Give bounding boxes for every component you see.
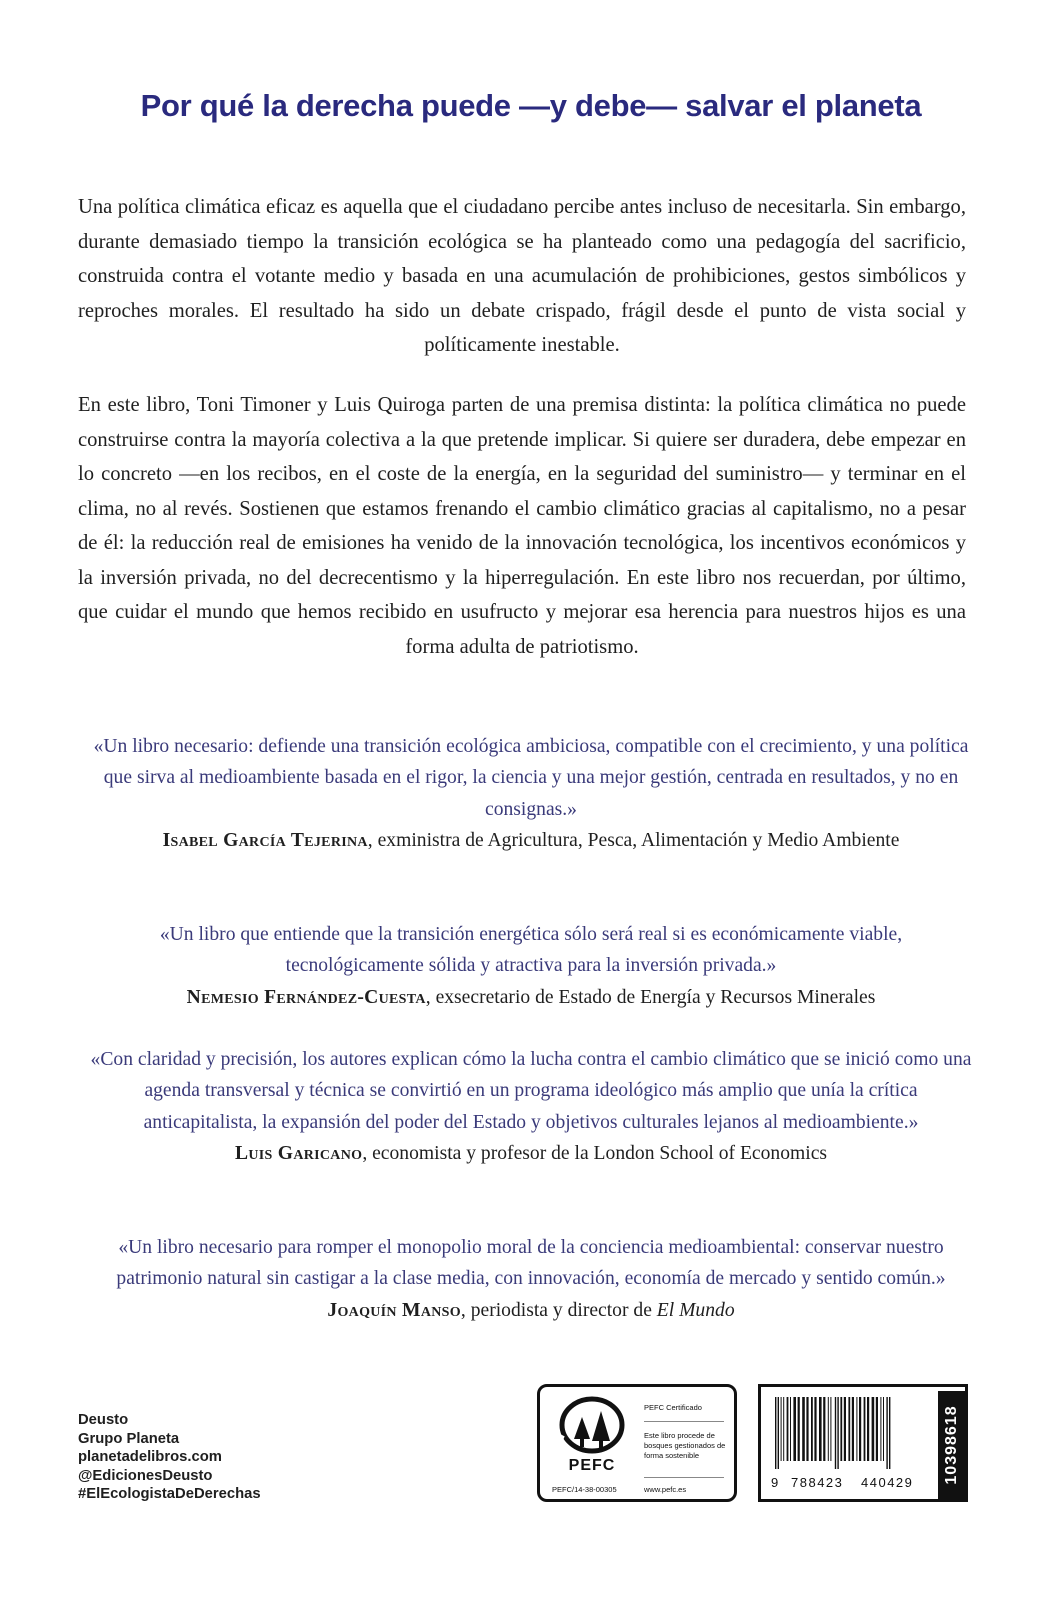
barcode-bar	[856, 1397, 857, 1461]
blurb-author: Isabel García Tejerina	[162, 829, 368, 851]
blurb-author-role: , exsecretario de Estado de Energía y Recursos Minerales	[425, 986, 876, 1008]
barcode-bar	[840, 1397, 842, 1461]
barcode-bar	[783, 1397, 784, 1461]
blurb-quote: «Un libro necesario para romper el monopolio moral de la conciencia medioambiental: conservar nuestro patrimonio natural sin castigar a la clase media, con innovación, economía de mercado y sentido común.»	[116, 1237, 946, 1290]
blurb-author-role: , exministra de Agricultura, Pesca, Alimentación y Medio Ambiente	[367, 829, 900, 851]
pefc-divider	[644, 1421, 724, 1422]
barcode-bar	[848, 1397, 850, 1461]
barcode-bar	[837, 1397, 838, 1469]
barcode-bar	[867, 1397, 869, 1461]
blurb-author: Luis Garicano	[234, 1142, 363, 1164]
barcode-bar	[889, 1397, 890, 1469]
blurb-quote: «Un libro que entiende que la transición energética sólo será real si es económicamente viable, tecnológicamente sólida y atractiva para la inversión privada.»	[159, 924, 903, 977]
synopsis-paragraph-2: En este libro, Toni Timoner y Luis Quiroga parten de una premisa distinta: la política climática no puede construirse contra la mayoría colectiva a la que pretende implicar. Si quiere ser duradera, debe empezar en lo concreto —en los recibos, en el coste de la energía, en la seguridad del suministro— y terminar en el clima, no al revés. Sostienen que estamos frenando el cambio climático gracias al capitalismo, no a pesar de él: la reducción real de emisiones ha venido de la innovación tecnológica, los incentivos económicos y la inversión privada, no del decrecentismo y la hiperregulación. En este libro nos recuerdan, por último, que cuidar el mundo que hemos recibido en usufructo y mejorar esa herencia para nuestros hijos es una forma adulta de patriotismo.	[78, 394, 966, 658]
barcode-bar	[778, 1397, 779, 1469]
pefc-certification-label	[537, 1384, 737, 1502]
pefc-website: www.pefc.es	[644, 1485, 687, 1494]
barcode-bar	[811, 1397, 813, 1461]
blurb-attribution	[90, 982, 972, 1013]
barcode-bar	[883, 1397, 884, 1461]
barcode-bar	[844, 1397, 846, 1461]
blurb-quote: «Un libro necesario: defiende una transición ecológica ambiciosa, compatible con el crecimiento, y una política que sirva al medioambiente basada en el rigor, la ciencia y una mejor gestión, centrada en resultados, y no en consignas.»	[93, 736, 969, 820]
barcode-bar	[886, 1397, 887, 1469]
blurb-quote: «Con claridad y precisión, los autores explican cómo la lucha contra el cambio climático que se inició como una agenda transversal y técnica se convirtió en un programa ideológico más amplio que unía la crítica anticapitalista, la expansión del poder del Estado y objetivos culturales lejanos al medioambiente.»	[90, 1049, 972, 1133]
pefc-license-code: PEFC/14-38-00305	[552, 1485, 617, 1494]
back-cover-title: Por qué la derecha puede —y debe— salvar el planeta	[140, 88, 922, 123]
barcode-first-digit: 9	[771, 1475, 779, 1490]
blurb-2	[90, 919, 972, 1013]
barcode-bar	[798, 1397, 800, 1461]
blurb-author: Joaquín Manso	[327, 1299, 461, 1321]
barcode-bar	[864, 1397, 866, 1461]
blurb-1	[90, 731, 972, 856]
barcode-bar	[806, 1397, 808, 1461]
barcode-bar	[802, 1397, 805, 1461]
barcode-bar	[790, 1397, 791, 1461]
barcode-digits-left: 788423	[791, 1475, 844, 1490]
publisher-website: planetadelibros.com	[78, 1449, 222, 1465]
synopsis-paragraph-1: Una política climática eficaz es aquella que el ciudadano percibe antes incluso de necesitarla. Sin embargo, durante demasiado tiempo la transición ecológica se ha planteado como una pedagogía del sacrificio, construida contra el votante medio y basada en una acumulación de prohibiciones, gestos simbólicos y reproches morales. El resultado ha sido un debate crispado, frágil desde el punto de vista social y políticamente inestable.	[78, 196, 966, 356]
blurb-3	[90, 1044, 972, 1169]
barcode-bar	[787, 1397, 789, 1461]
blurb-attribution	[90, 825, 972, 856]
internal-code-strip	[938, 1391, 966, 1499]
publisher-hashtag: #ElEcologistaDeDerechas	[78, 1486, 261, 1502]
blurb-author-role: , economista y profesor de la London School of Economics	[362, 1142, 828, 1164]
internal-code: 10398618	[943, 1405, 960, 1485]
blurb-attribution	[90, 1295, 972, 1326]
barcode-bars	[771, 1397, 933, 1469]
barcode-bar	[830, 1397, 831, 1461]
barcode-bar	[814, 1397, 816, 1461]
barcode-bar	[781, 1397, 782, 1461]
barcode-bar	[828, 1397, 829, 1461]
isbn-barcode	[758, 1384, 968, 1502]
publisher-social-handle: @EdicionesDeusto	[78, 1467, 213, 1484]
blurb-4	[90, 1232, 972, 1326]
barcode-bar	[852, 1397, 854, 1461]
barcode-bar	[880, 1397, 881, 1461]
blurb-author-role: , periodista y director de	[460, 1299, 657, 1321]
barcode-bar	[823, 1397, 825, 1461]
pefc-wordmark: PEFC	[568, 1457, 616, 1474]
barcode-digits-right: 440429	[861, 1475, 914, 1490]
barcode-bar	[835, 1397, 836, 1469]
barcode-bar	[876, 1397, 878, 1461]
blurb-attribution	[90, 1138, 972, 1169]
barcode-bar	[819, 1397, 822, 1461]
barcode-bar	[775, 1397, 776, 1469]
blurb-author: Nemesio Fernández-Cuesta	[186, 986, 426, 1008]
publisher-name: Deusto	[78, 1412, 129, 1428]
publisher-info	[78, 1411, 261, 1504]
barcode-bar	[793, 1397, 796, 1461]
pefc-certified-label: PEFC Certificado	[644, 1403, 702, 1412]
barcode-bar	[872, 1397, 875, 1461]
blurb-publication-name: El Mundo	[656, 1299, 735, 1321]
publisher-group: Grupo Planeta	[78, 1430, 180, 1447]
pefc-description: Este libro procede de bosques gestionados de forma sostenible	[644, 1431, 726, 1460]
pefc-divider	[644, 1477, 724, 1478]
barcode-bar	[859, 1397, 861, 1461]
